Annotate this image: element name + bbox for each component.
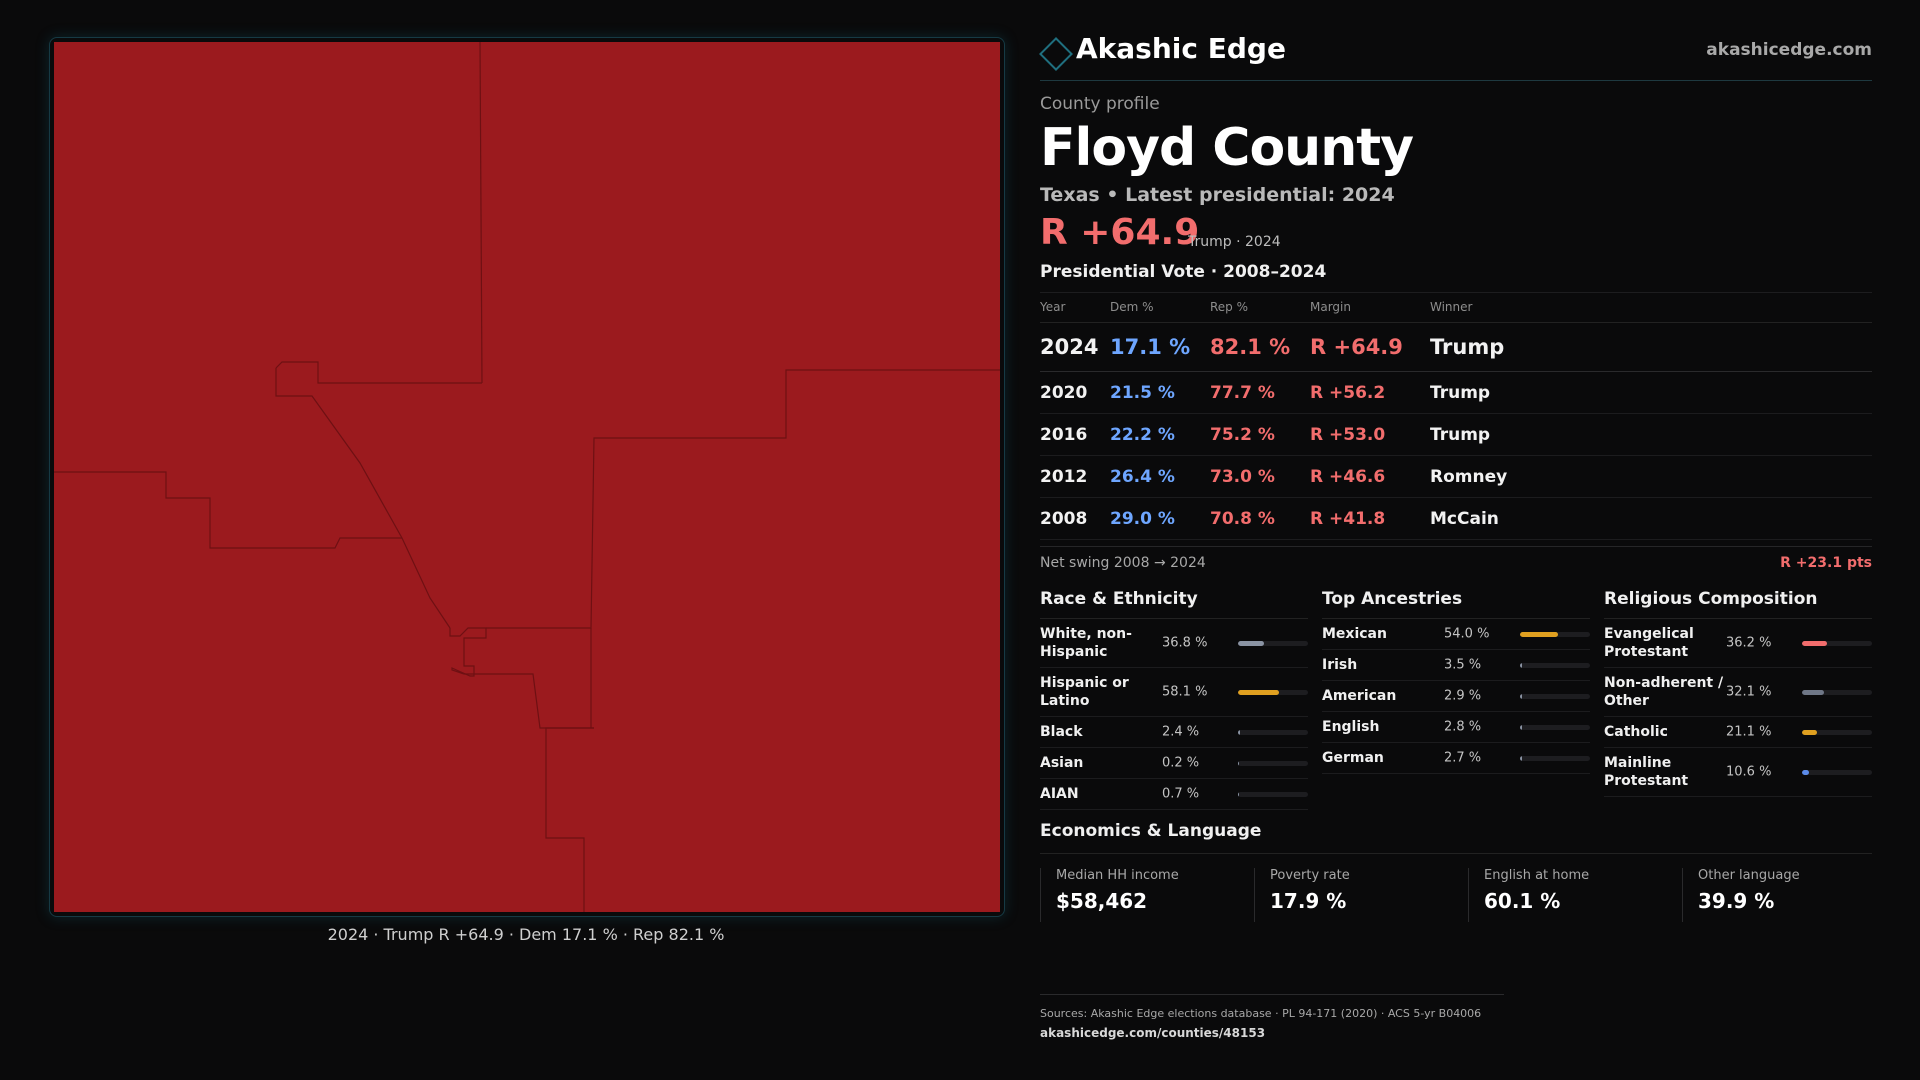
- cell-winner: Trump: [1430, 414, 1872, 456]
- item-label: German: [1322, 750, 1384, 766]
- share-bar-fill: [1802, 641, 1827, 646]
- share-bar-fill: [1238, 761, 1239, 766]
- share-bar: [1520, 663, 1590, 668]
- religion-section: [1604, 589, 1872, 797]
- stat-other-language: [1682, 868, 1880, 922]
- item-label: Black: [1040, 724, 1083, 740]
- item-percent: 3.5 %: [1444, 657, 1482, 673]
- table-row: [1040, 498, 1872, 540]
- profile-label: County profile: [1040, 94, 1160, 114]
- sources-text: Sources: Akashic Edge elections database · PL 94-171 (2020) · ACS 5-yr B04006: [1040, 1007, 1482, 1020]
- cell-dem: 26.4 %: [1110, 456, 1210, 498]
- stat-poverty-rate: [1254, 868, 1452, 922]
- county-map[interactable]: [49, 37, 1005, 917]
- list-item: [1040, 668, 1308, 717]
- item-percent: 2.4 %: [1162, 724, 1200, 740]
- county-url-link[interactable]: akashicedge.com/counties/48153: [1040, 1026, 1266, 1040]
- race-section-title: Race & Ethnicity: [1040, 589, 1308, 619]
- list-item: [1604, 668, 1872, 717]
- list-item: [1040, 779, 1308, 810]
- stat-value: 17.9 %: [1270, 889, 1347, 913]
- cell-winner: McCain: [1430, 498, 1872, 540]
- cell-winner: Trump: [1430, 323, 1872, 372]
- headline-margin: [1040, 212, 1872, 258]
- share-bar-fill: [1238, 792, 1239, 797]
- item-label: Mexican: [1322, 626, 1387, 642]
- ancestry-list: [1322, 619, 1590, 774]
- share-bar-fill: [1802, 730, 1817, 735]
- col-header-rep: Rep %: [1210, 293, 1310, 323]
- share-bar-fill: [1802, 770, 1809, 775]
- cell-year: 2016: [1040, 414, 1110, 456]
- list-item: [1040, 619, 1308, 668]
- item-percent: 2.7 %: [1444, 750, 1482, 766]
- share-bar-fill: [1520, 694, 1522, 699]
- item-label: Evangelical Protestant: [1604, 626, 1694, 660]
- cell-rep: 70.8 %: [1210, 498, 1310, 540]
- religion-section-title: Religious Composition: [1604, 589, 1872, 619]
- vote-table: [1040, 293, 1872, 540]
- stat-value: 39.9 %: [1698, 889, 1775, 913]
- state-subtitle: Texas • Latest presidential: 2024: [1040, 184, 1395, 206]
- share-bar: [1520, 694, 1590, 699]
- share-bar: [1802, 770, 1872, 775]
- item-percent: 54.0 %: [1444, 626, 1490, 642]
- demographics: [1040, 589, 1872, 815]
- item-percent: 2.8 %: [1444, 719, 1482, 735]
- diamond-outline-icon: [1039, 37, 1073, 71]
- share-bar: [1238, 761, 1308, 766]
- stat-label: Median HH income: [1056, 868, 1179, 883]
- share-bar: [1520, 725, 1590, 730]
- item-label: AIAN: [1040, 786, 1079, 802]
- share-bar-fill: [1520, 632, 1558, 637]
- item-label: American: [1322, 688, 1397, 704]
- share-bar-fill: [1520, 756, 1522, 761]
- cell-year: 2008: [1040, 498, 1110, 540]
- item-percent: 58.1 %: [1162, 684, 1208, 700]
- race-list: [1040, 619, 1308, 810]
- col-header-winner: Winner: [1430, 293, 1872, 323]
- list-item: [1604, 717, 1872, 748]
- share-bar-fill: [1238, 730, 1240, 735]
- item-label: Hispanic or Latino: [1040, 675, 1129, 709]
- headline-margin-sub: Trump · 2024: [1188, 234, 1281, 250]
- headline-margin-value: R +64.9: [1040, 212, 1200, 253]
- stat-value: $58,462: [1056, 889, 1148, 913]
- cell-rep: 77.7 %: [1210, 372, 1310, 414]
- cell-margin: R +46.6: [1310, 456, 1430, 498]
- item-label: Catholic: [1604, 724, 1668, 740]
- share-bar: [1520, 756, 1590, 761]
- table-row: [1040, 372, 1872, 414]
- share-bar: [1238, 641, 1308, 646]
- cell-margin: R +56.2: [1310, 372, 1430, 414]
- list-item: [1040, 748, 1308, 779]
- net-swing: [1040, 546, 1872, 585]
- share-bar-fill: [1238, 641, 1264, 646]
- cell-dem: 22.2 %: [1110, 414, 1210, 456]
- share-bar-fill: [1238, 690, 1279, 695]
- cell-winner: Trump: [1430, 372, 1872, 414]
- religion-list: [1604, 619, 1872, 797]
- list-item: [1322, 650, 1590, 681]
- share-bar: [1520, 632, 1590, 637]
- cell-year: 2024: [1040, 323, 1110, 372]
- item-label: Mainline Protestant: [1604, 755, 1689, 789]
- col-header-margin: Margin: [1310, 293, 1430, 323]
- ancestry-section-title: Top Ancestries: [1322, 589, 1590, 619]
- cell-dem: 21.5 %: [1110, 372, 1210, 414]
- sources-footer: [1040, 994, 1504, 1040]
- share-bar-fill: [1520, 725, 1522, 730]
- vote-table-header: [1040, 293, 1872, 323]
- item-percent: 36.2 %: [1726, 635, 1772, 651]
- item-label: English: [1322, 719, 1380, 735]
- cell-year: 2012: [1040, 456, 1110, 498]
- list-item: [1604, 748, 1872, 797]
- list-item: [1604, 619, 1872, 668]
- stat-english-at-home: [1468, 868, 1666, 922]
- list-item: [1322, 681, 1590, 712]
- share-bar: [1238, 792, 1308, 797]
- list-item: [1322, 712, 1590, 743]
- share-bar: [1802, 730, 1872, 735]
- profile-panel: [1040, 30, 1872, 932]
- stat-label: Other language: [1698, 868, 1800, 883]
- net-swing-label: Net swing 2008 → 2024: [1040, 555, 1206, 571]
- share-bar: [1802, 690, 1872, 695]
- list-item: [1322, 619, 1590, 650]
- table-row: [1040, 414, 1872, 456]
- col-header-dem: Dem %: [1110, 293, 1210, 323]
- item-label: Asian: [1040, 755, 1084, 771]
- page-title: Floyd County: [1040, 118, 1413, 178]
- cell-margin: R +41.8: [1310, 498, 1430, 540]
- item-percent: 0.7 %: [1162, 786, 1200, 802]
- stat-label: Poverty rate: [1270, 868, 1350, 883]
- cell-rep: 73.0 %: [1210, 456, 1310, 498]
- item-label: Irish: [1322, 657, 1358, 673]
- economics-section-title: Economics & Language: [1040, 821, 1872, 854]
- map-caption: 2024 · Trump R +64.9 · Dem 17.1 % · Rep 82.1 %: [327, 925, 725, 944]
- item-label: Non-adherent / Other: [1604, 675, 1724, 709]
- county-map-svg: [50, 38, 1004, 916]
- item-percent: 0.2 %: [1162, 755, 1200, 771]
- cell-margin: R +64.9: [1310, 323, 1430, 372]
- share-bar: [1238, 690, 1308, 695]
- cell-rep: 75.2 %: [1210, 414, 1310, 456]
- share-bar-fill: [1520, 663, 1522, 668]
- stat-value: 60.1 %: [1484, 889, 1561, 913]
- share-bar-fill: [1802, 690, 1824, 695]
- county-shape[interactable]: [54, 42, 1000, 912]
- item-percent: 2.9 %: [1444, 688, 1482, 704]
- net-swing-value: R +23.1 pts: [1780, 555, 1872, 571]
- list-item: [1040, 717, 1308, 748]
- item-label: White, non-Hispanic: [1040, 626, 1132, 660]
- vote-section-title: Presidential Vote · 2008–2024: [1040, 262, 1872, 293]
- table-row: [1040, 456, 1872, 498]
- cell-dem: 17.1 %: [1110, 323, 1210, 372]
- item-percent: 10.6 %: [1726, 764, 1772, 780]
- item-percent: 21.1 %: [1726, 724, 1772, 740]
- cell-year: 2020: [1040, 372, 1110, 414]
- race-ethnicity-section: [1040, 589, 1308, 810]
- item-percent: 36.8 %: [1162, 635, 1208, 651]
- brand-name[interactable]: Akashic Edge: [1076, 32, 1286, 65]
- stat-label: English at home: [1484, 868, 1590, 883]
- cell-rep: 82.1 %: [1210, 323, 1310, 372]
- brand-header: [1040, 30, 1872, 81]
- item-percent: 32.1 %: [1726, 684, 1772, 700]
- cell-dem: 29.0 %: [1110, 498, 1210, 540]
- cell-margin: R +53.0: [1310, 414, 1430, 456]
- cell-winner: Romney: [1430, 456, 1872, 498]
- stat-median-income: [1040, 868, 1238, 922]
- list-item: [1322, 743, 1590, 774]
- share-bar: [1238, 730, 1308, 735]
- table-row: [1040, 323, 1872, 372]
- ancestries-section: [1322, 589, 1590, 774]
- economics-stats: [1040, 868, 1872, 932]
- col-header-year: Year: [1040, 293, 1110, 323]
- brand-url-link[interactable]: akashicedge.com: [1706, 40, 1872, 60]
- share-bar: [1802, 641, 1872, 646]
